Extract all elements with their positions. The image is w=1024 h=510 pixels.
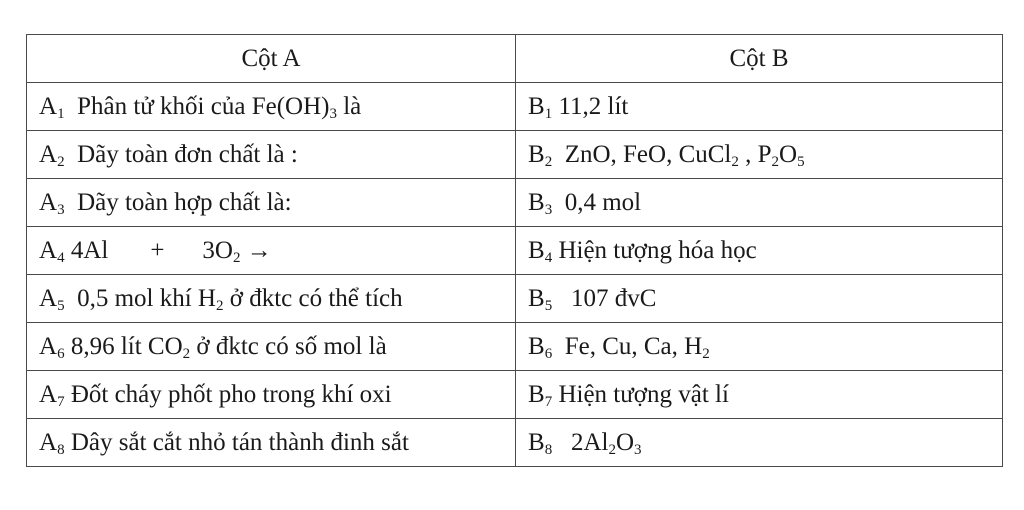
item-index: 5 — [57, 297, 65, 314]
item-label: B — [528, 188, 545, 216]
item-text: O — [779, 140, 798, 168]
cell-b5 — [516, 275, 1003, 323]
item-text: 2Al — [570, 428, 609, 456]
item-label: A — [39, 284, 58, 312]
cell-b6 — [516, 323, 1003, 371]
item-text: 11,2 lít — [558, 92, 629, 120]
item-index: 4 — [544, 249, 553, 266]
cell-a2 — [27, 131, 516, 179]
cell-b3 — [516, 179, 1003, 227]
item-text: 0,5 mol khí H — [77, 284, 216, 312]
item-label: B — [528, 428, 545, 456]
item-label: B — [528, 92, 545, 120]
item-text: là — [336, 92, 362, 120]
matching-table — [26, 34, 1003, 467]
item-label: A — [39, 188, 58, 216]
item-text: Fe, Cu, Ca, H — [564, 332, 703, 360]
item-label: B — [528, 332, 545, 360]
formula-subscript: 2 — [232, 249, 241, 266]
plus-sign: + — [150, 236, 165, 264]
item-text: , P — [738, 140, 772, 168]
item-index: 7 — [544, 393, 553, 410]
item-text: Dãy toàn đơn chất là : — [77, 140, 298, 168]
item-index: 1 — [544, 105, 553, 122]
item-label: A — [39, 92, 58, 120]
item-text: 107 đvC — [570, 284, 657, 312]
item-index: 6 — [544, 345, 553, 362]
item-text: Đốt cháy phốt pho trong khí oxi — [70, 380, 392, 408]
item-text: Phân tử khối của Fe(OH) — [77, 92, 330, 120]
item-label: B — [528, 140, 545, 168]
item-index: 8 — [544, 441, 553, 458]
formula-subscript: 2 — [182, 345, 191, 362]
cell-b2 — [516, 131, 1003, 179]
formula-subscript: 5 — [797, 153, 805, 170]
formula-subscript: 2 — [771, 153, 780, 170]
item-index: 3 — [544, 201, 553, 218]
cell-a7 — [27, 371, 516, 419]
item-index: 5 — [544, 297, 553, 314]
item-index: 6 — [57, 345, 65, 362]
table-row — [27, 131, 1003, 179]
item-text: Hiện tượng hóa học — [558, 236, 757, 264]
formula-subscript: 3 — [634, 441, 642, 458]
header-col-a: Cột A — [27, 35, 516, 83]
item-text: 8,96 lít CO — [70, 332, 183, 360]
item-label: A — [39, 332, 58, 360]
table-row — [27, 227, 1003, 275]
item-index: 8 — [57, 441, 65, 458]
item-index: 2 — [57, 153, 65, 170]
item-text: ở đktc có thể tích — [223, 284, 403, 312]
item-text: Dãy toàn hợp chất là: — [77, 188, 292, 216]
item-text: 0,4 mol — [564, 188, 642, 216]
cell-b7 — [516, 371, 1003, 419]
item-index: 3 — [57, 201, 65, 218]
item-index: 2 — [544, 153, 553, 170]
item-text: O — [615, 428, 634, 456]
table-row — [27, 179, 1003, 227]
formula-subscript: 3 — [329, 105, 337, 122]
header-col-b: Cột B — [516, 35, 1003, 83]
header-row — [27, 35, 1003, 83]
item-text: 3O — [202, 236, 233, 264]
cell-a1 — [27, 83, 516, 131]
formula-subscript: 2 — [215, 297, 224, 314]
table-row — [27, 419, 1003, 467]
item-text: Hiện tượng vật lí — [558, 380, 729, 408]
item-label: B — [528, 284, 545, 312]
cell-b4 — [516, 227, 1003, 275]
item-index: 1 — [57, 105, 65, 122]
formula-subscript: 2 — [731, 153, 739, 170]
item-index: 7 — [57, 393, 65, 410]
item-label: B — [528, 236, 545, 264]
item-text: ở đktc có số mol là — [190, 332, 387, 360]
table-row — [27, 323, 1003, 371]
cell-a4 — [27, 227, 516, 275]
arrow-symbol: → — [240, 236, 272, 264]
item-label: A — [39, 380, 58, 408]
item-index: 4 — [57, 249, 65, 266]
item-label: A — [39, 428, 58, 456]
cell-a3 — [27, 179, 516, 227]
item-label: B — [528, 380, 545, 408]
formula-subscript: 2 — [702, 345, 710, 362]
cell-a5 — [27, 275, 516, 323]
item-label: A — [39, 140, 58, 168]
cell-b8 — [516, 419, 1003, 467]
item-text: ZnO, FeO, CuCl — [564, 140, 732, 168]
item-label: A — [39, 236, 58, 264]
table-row — [27, 371, 1003, 419]
cell-a6 — [27, 323, 516, 371]
table-row — [27, 83, 1003, 131]
cell-a8 — [27, 419, 516, 467]
table-row — [27, 275, 1003, 323]
item-text: 4Al — [70, 236, 109, 264]
item-text: Dây sắt cắt nhỏ tán thành đinh sắt — [70, 428, 409, 456]
formula-subscript: 2 — [608, 441, 616, 458]
cell-b1 — [516, 83, 1003, 131]
